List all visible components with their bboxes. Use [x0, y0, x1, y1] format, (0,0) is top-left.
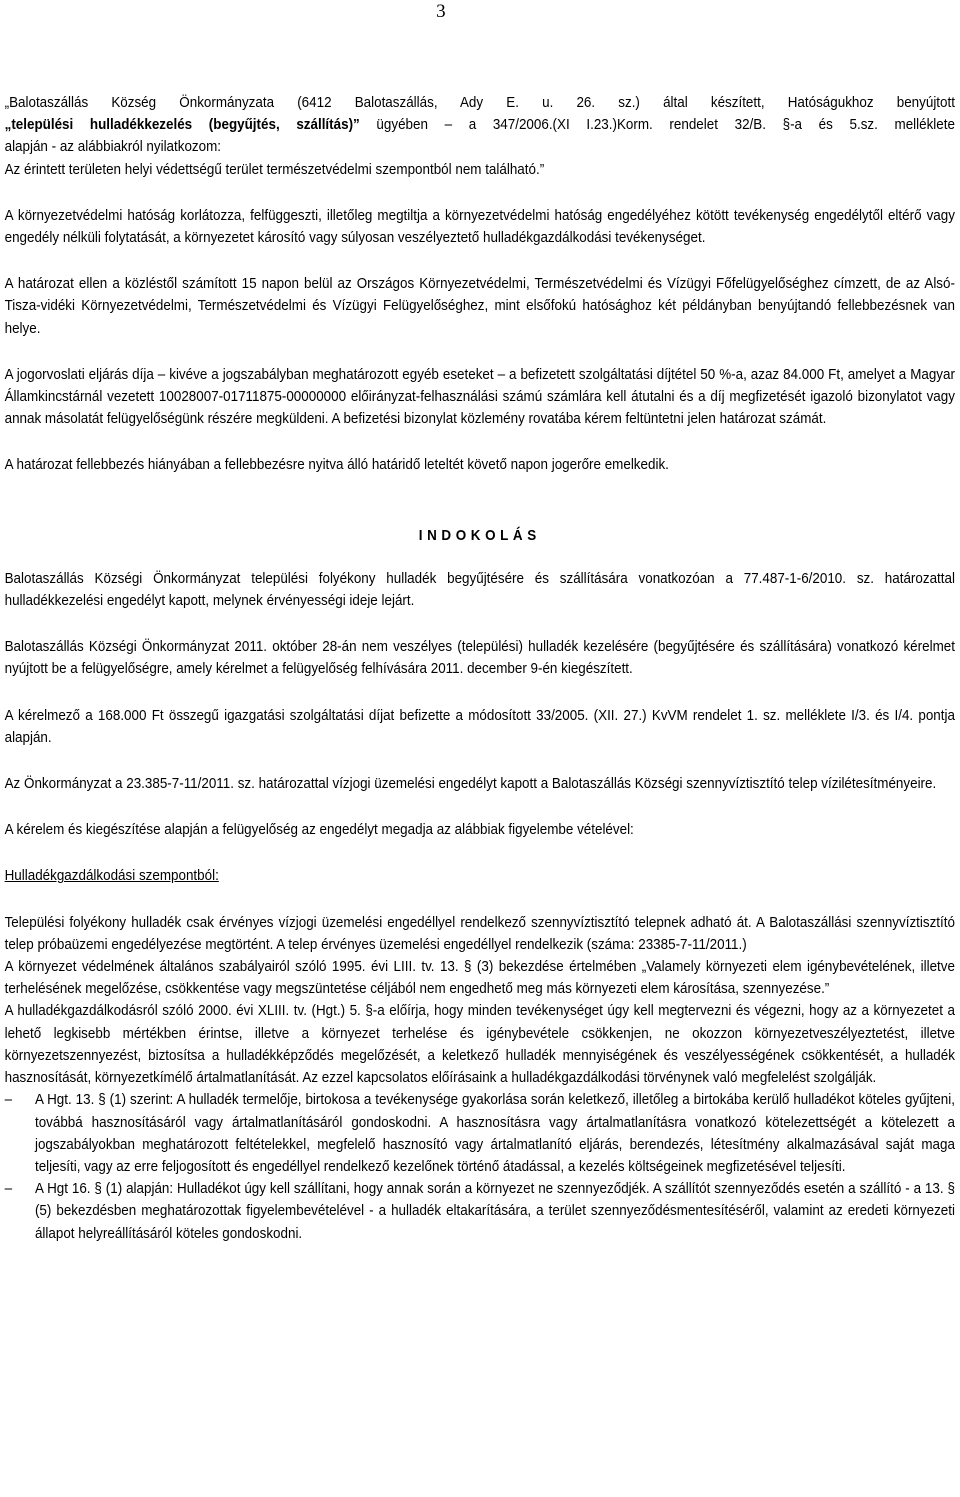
intro-subject-rest: ügyében – a 347/2006.(XI I.23.)Korm. rendelet 32/B. §-a és 5.sz. melléklete: [359, 117, 955, 134]
paragraph-restriction: A környezetvédelmi hatóság korlátozza, felfüggeszti, illetőleg megtiltja a környezetvédelmi hatóság engedélyéhez kötött tevékenység engedélytől eltérő vagy engedély nélküli folytatását, a környezetet károsító vagy súlyosan veszélyeztető hulladékgazdálkodási tevékenységet.: [4, 207, 955, 247]
reasoning-paragraph-5: A kérelem és kiegészítése alapján a felügyelőség az engedélyt megadja az alábbiak figyelembe vételével:: [4, 822, 634, 839]
paragraph-appeal-fee: A jogorvoslati eljárás díja – kivéve a jogszabályban meghatározott egyéb eseteket – a befizetett szolgáltatási díjtétel 50 %-a, azaz 84.000 Ft, amelyet a Magyar Államkincstárnál vezetett 10028007-01711875-00000000 előirányzat-felhasználási számú számlára kell átutalni és a díj megfizetését igazoló bizonylatot vagy annak másolatát felügyelőségünk részére megküldeni. A befizetési bizonylat közlemény rovatába kérem feltüntetni jelen határozat számát.: [4, 366, 955, 428]
list-item: [5, 1089, 955, 1178]
bullet-dash: –: [4, 1181, 13, 1198]
reasoning-paragraph-4: Az Önkormányzat a 23.385-7-11/2011. sz. határozattal vízjogi üzemelési engedélyt kapott a Balotaszállás Községi szennyvíztisztító telep vízilétesítményeire.: [4, 776, 937, 793]
bullet-dash: –: [4, 1092, 13, 1109]
paragraph-final: A határozat fellebbezés hiányában a fellebbezésre nyitva álló határidő leteltét követő napon jogerőre emelkedik.: [4, 457, 669, 474]
intro-subject-bold: „települési hulladékkezelés (begyűjtés, szállítás)”: [4, 117, 360, 134]
waste-paragraph-3: A hulladékgazdálkodásról szóló 2000. évi XLIII. tv. (Hgt.) 5. §-a előírja, hogy minden tevékenységet úgy kell megtervezni és végezni, hogy az a környezetet a lehető legkisebb mértékben érintse, illetve a környezet terhelése és igénybevétele csökkenjen, ne okozzon környezetveszélyeztetést, illetve környezetszennyezést, biztosítsa a hulladékképződés megelőzését, a keletkező hulladék mennyiségének és veszélyességének csökkentését, a hulladék hasznosítását, környezetkímélő ártalmatlanítását. Az ezzel kapcsolatos előírásaink a hulladékgazdálkodási törvénynek való megfelelést szolgálják.: [4, 1003, 955, 1087]
subheading-waste-management: Hulladékgazdálkodási szempontból:: [4, 868, 219, 885]
reasoning-paragraph-2: Balotaszállás Községi Önkormányzat 2011. október 28-án nem veszélyes (települési) hulladék kezelésére (begyűjtésére és szállítására) vonatkozó kérelmet nyújtott be a felügyelőségre, amely kérelmet a felügyelőség felhívására 2011. december 9-én kiegészített.: [4, 639, 955, 678]
bullet-text-1: A Hgt. 13. § (1) szerint: A hulladék termelője, birtokosa a tevékenysége gyakorlása során keletkező, illetőleg a birtokába kerülő hulladékot köteles gyűjteni, továbbá hasznosításáról vagy ártalmatlanításáról gondoskodni. A hasznosításra vagy ártalmatlanításra vonatkozó kötelezettségét a kötelezett a jogszabályokban meghatározott feltételekkel, megfelelő hasznosító vagy ártalmatlanító eljárás, berendezés, létesítmény alkalmazásával saját maga teljesíti, vagy az erre feljogosított és engedéllyel rendelkező kezelőnek történő átadással, a kezelés költségeinek megfizetésével teljesíti.: [34, 1092, 955, 1175]
page-content: [5, 92, 955, 1245]
reasoning-paragraph-1: Balotaszállás Községi Önkormányzat települési folyékony hulladék begyűjtésére és szállítására vonatkozóan a 77.487-1-6/2010. sz. határozattal hulladékkezelési engedélyt kapott, melynek érvényességi ideje lejárt.: [4, 570, 955, 610]
intro-line-2: [5, 114, 955, 136]
waste-paragraph-1: Települési folyékony hulladék csak érvényes vízjogi üzemelési engedéllyel rendelkező szennyvíztisztító telepnek adható át. A Balotaszállási szennyvíztisztító telep próbaüzemi engedélyezése megtörtént. A telep érvényes üzemelési engedéllyel rendelkezik (száma: 23385-7-11/2011.): [4, 914, 955, 953]
list-item: [5, 1178, 955, 1245]
waste-paragraph-2: A környezet védelmének általános szabályairól szóló 1995. évi LIII. tv. 13. § (3) bekezdése értelmében „Valamely környezeti elem igénybevételének, illetve terhelésének megelőzése, csökkentése vagy megszüntetése céljából nem engedhető meg más környezeti elem károsítása, szennyezése.”: [4, 959, 955, 998]
intro-line-1: „Balotaszállás Község Önkormányzata (6412 Balotaszállás, Ady E. u. 26. sz.) által készített, Hatóságukhoz benyújtott: [4, 95, 955, 111]
reasoning-paragraph-3: A kérelmező a 168.000 Ft összegű igazgatási szolgáltatási díjat befizette a módosított 33/2005. (XII. 27.) KvVM rendelet 1. sz. melléklete I/3. és I/4. pontja alapján.: [4, 707, 955, 746]
section-heading-indoklas: INDOKOLÁS: [418, 527, 541, 544]
intro-line-4: Az érintett területen helyi védettségű terület természetvédelmi szempontból nem található.”: [4, 161, 545, 178]
bullet-text-2: A Hgt 16. § (1) alapján: Hulladékot úgy kell szállítani, hogy annak során a környezet ne szennyeződjék. A szállítót szennyeződés esetén a szállító - a 13. § (5) bekezdésben meghatározottak figyelembevételével - a hulladék eltakarítására, a terület szennyeződésmentesítéséről, valamint az eredeti környezeti állapot helyreállításáról köteles gondoskodni.: [34, 1181, 955, 1242]
intro-line-3: alapján - az alábbiakról nyilatkozom:: [4, 139, 222, 156]
paragraph-appeal: A határozat ellen a közléstől számított 15 napon belül az Országos Környezetvédelmi, Természetvédelmi és Vízügyi Főfelügyelőséghez címzett, de az Alsó-Tisza-vidéki Környezetvédelmi, Természetvédelmi és Vízügyi Felügyelőséghez, mint elsőfokú hatósághoz két példányban benyújtandó fellebbezésnek van helye.: [4, 276, 955, 337]
page-number: 3: [436, 1, 446, 22]
